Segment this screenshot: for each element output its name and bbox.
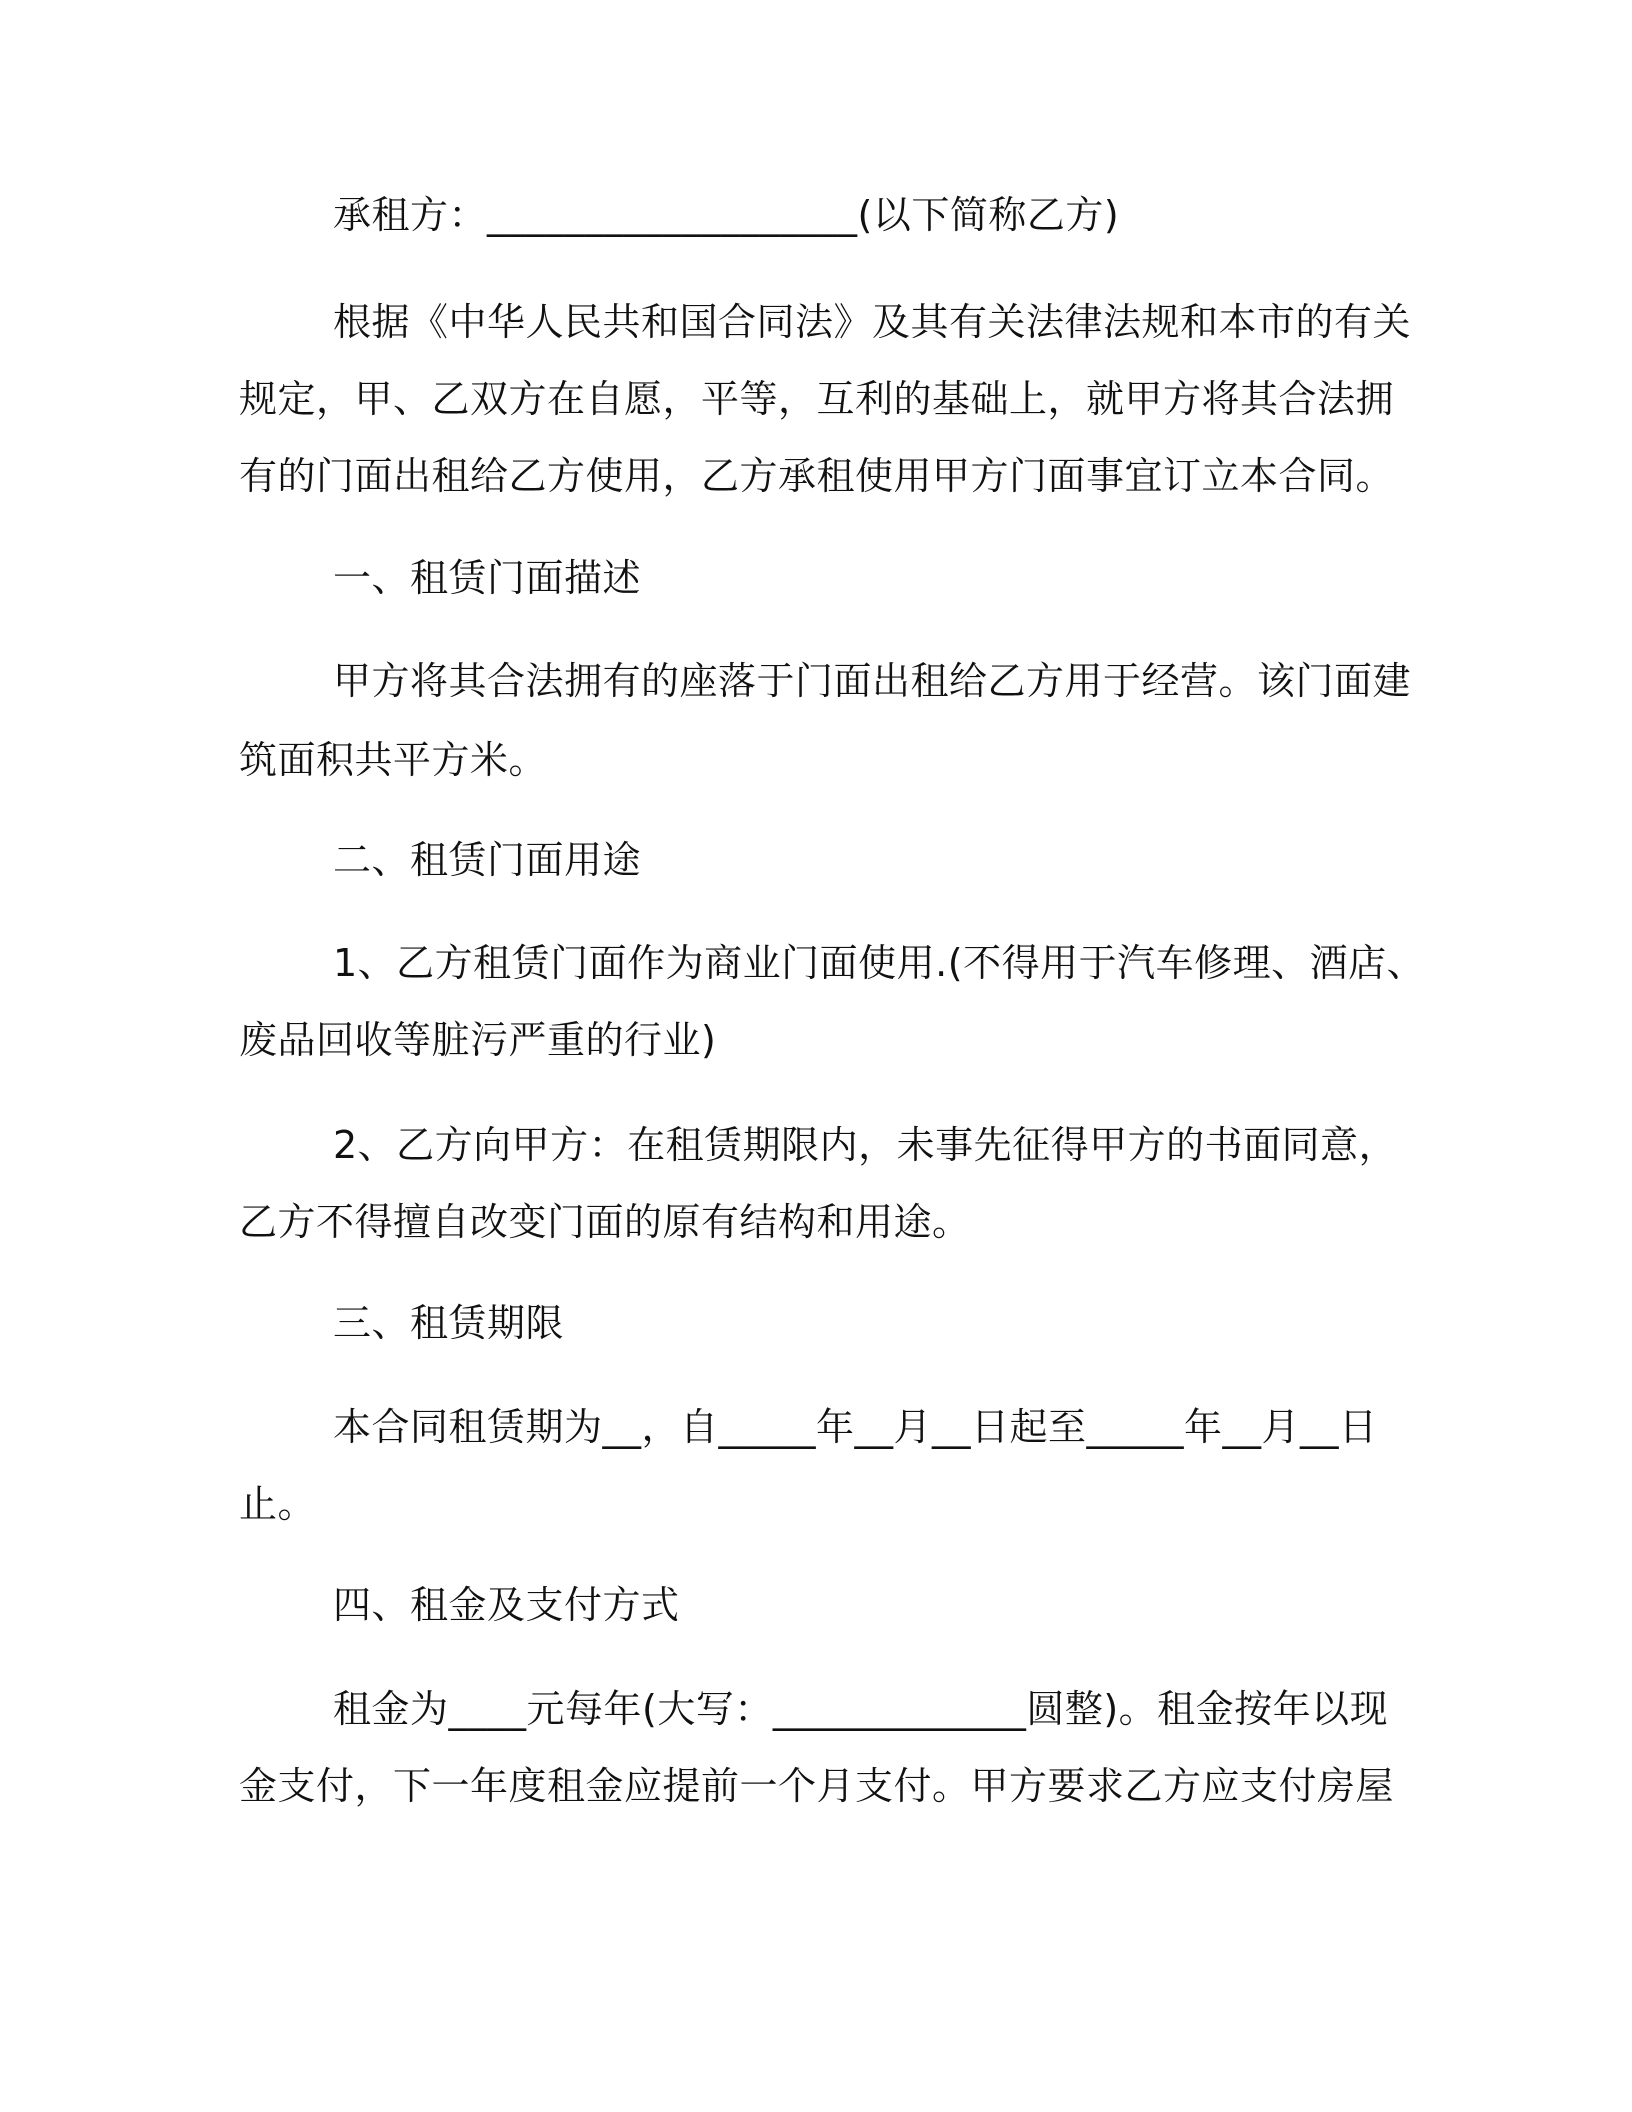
section-1-heading: 一、租赁门面描述	[333, 556, 642, 600]
section-1-line-1: 甲方将其合法拥有的座落于门面出租给乙方用于经营。该门面建	[333, 659, 1412, 703]
lessee-line: 承租方：___________________(以下简称乙方)	[333, 193, 1120, 237]
section-4-line-2: 金支付，下一年度租金应提前一个月支付。甲方要求乙方应支付房屋	[239, 1764, 1395, 1808]
section-3-line-2: 止。	[239, 1482, 317, 1526]
preamble-line-2: 规定，甲、乙双方在自愿，平等，互利的基础上，就甲方将其合法拥	[239, 377, 1395, 421]
section-2-item-2-line-2: 乙方不得擅自改变门面的原有结构和用途。	[239, 1200, 971, 1244]
section-1-line-2: 筑面积共平方米。	[239, 738, 548, 782]
section-3-line-1: 本合同租赁期为__，自_____年__月__日起至_____年__月__日	[333, 1405, 1378, 1449]
section-4-heading: 四、租金及支付方式	[333, 1583, 680, 1627]
section-3-heading: 三、租赁期限	[333, 1301, 565, 1345]
preamble-line-1: 根据《中华人民共和国合同法》及其有关法律法规和本市的有关	[333, 300, 1412, 344]
preamble-line-3: 有的门面出租给乙方使用，乙方承租使用甲方门面事宜订立本合同。	[239, 454, 1395, 498]
section-2-item-1-line-2: 废品回收等脏污严重的行业)	[239, 1018, 717, 1062]
section-2-heading: 二、租赁门面用途	[333, 838, 642, 882]
section-2-item-2-line-1: 2、乙方向甲方：在租赁期限内，未事先征得甲方的书面同意，	[333, 1123, 1398, 1167]
section-4-line-1: 租金为____元每年(大写：_____________圆整)。租金按年以现	[333, 1687, 1389, 1731]
section-2-item-1-line-1: 1、乙方租赁门面作为商业门面使用.(不得用于汽车修理、酒店、	[333, 941, 1426, 985]
